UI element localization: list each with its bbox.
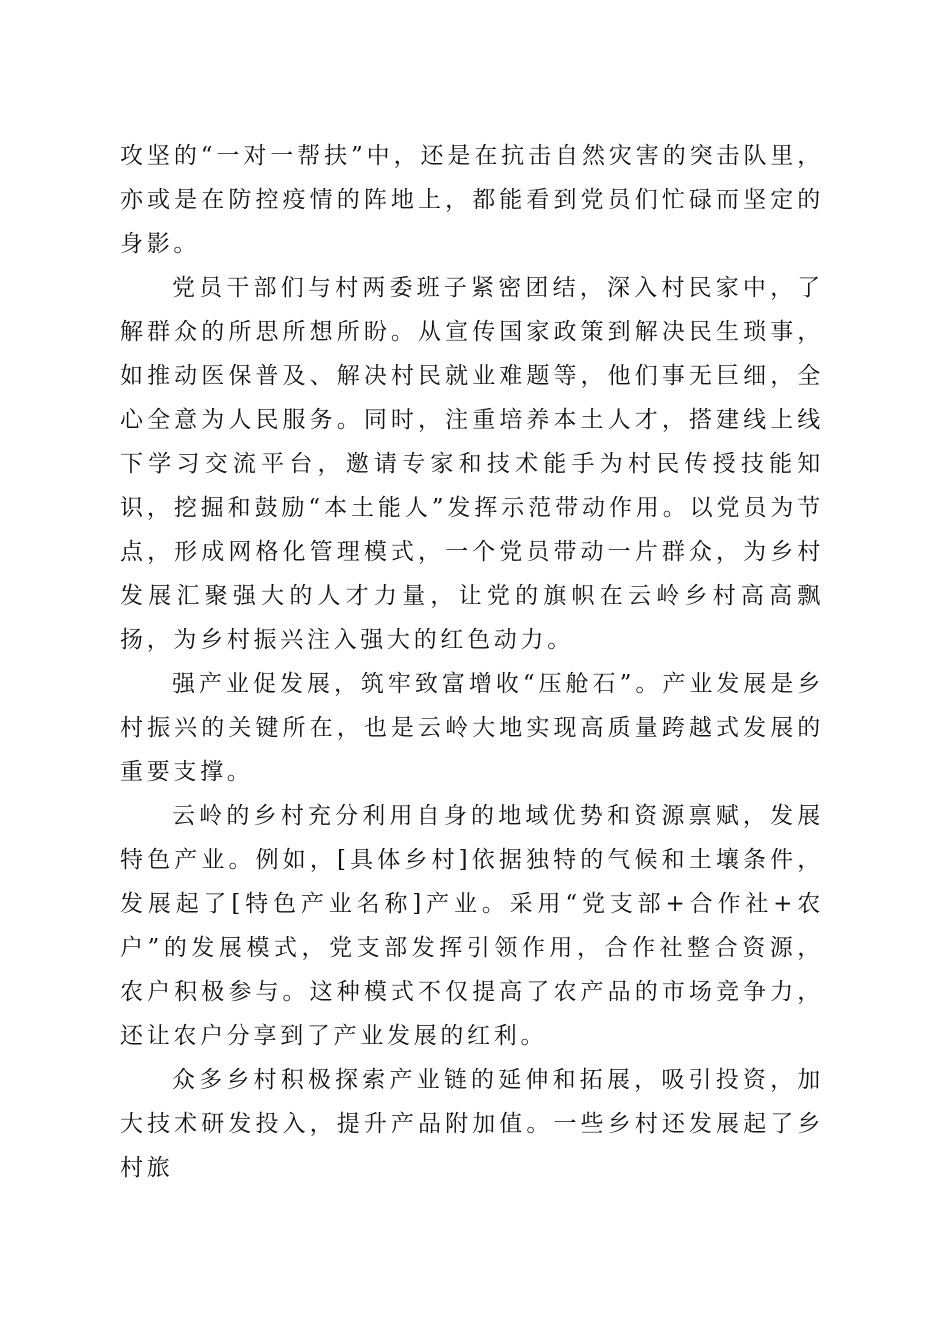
paragraph-industry-heading: 强产业促发展，筑牢致富增收“压舱石”。产业发展是乡村振兴的关键所在，也是云岭大地实现高质量跨越式发展的重要支撑。: [120, 671, 824, 785]
paragraph-party-cadres: 党员干部们与村两委班子紧密团结，深入村民家中，了解群众的所思所想所盼。从宣传国家政策到解决民生琐事，如推动医保普及、解决村民就业难题等，他们事无巨细，全心全意为人民服务。同时，注重培养本土人才，搭建线上线下学习交流平台，邀请专家和技术能手为村民传授技能知识，挖掘和鼓励“本土能人”发挥示范带动作用。以党员为节点，形成网格化管理模式，一个党员带动一片群众，为乡村发展汇聚强大的人才力量，让党的旗帜在云岭乡村高高飘扬，为乡村振兴注入强大的红色动力。: [120, 275, 824, 653]
paragraph-continuation: 攻坚的“一对一帮扶”中，还是在抗击自然灾害的突击队里，亦或是在防控疫情的阵地上，都能看到党员们忙碌而坚定的身影。: [120, 143, 824, 257]
document-body: [120, 134, 824, 1190]
paragraph-industry-chain: 众多乡村积极探索产业链的延伸和拓展，吸引投资，加大技术研发投入，提升产品附加值。一些乡村还发展起了乡村旅: [120, 1067, 824, 1181]
paragraph-special-industry: 云岭的乡村充分利用自身的地域优势和资源禀赋，发展特色产业。例如，[具体乡村]依据独特的气候和土壤条件，发展起了[特色产业名称]产业。采用“党支部+合作社+农户”的发展模式，党支部发挥引领作用，合作社整合资源，农户积极参与。这种模式不仅提高了农产品的市场竞争力，还让农户分享到了产业发展的红利。: [120, 803, 824, 1049]
